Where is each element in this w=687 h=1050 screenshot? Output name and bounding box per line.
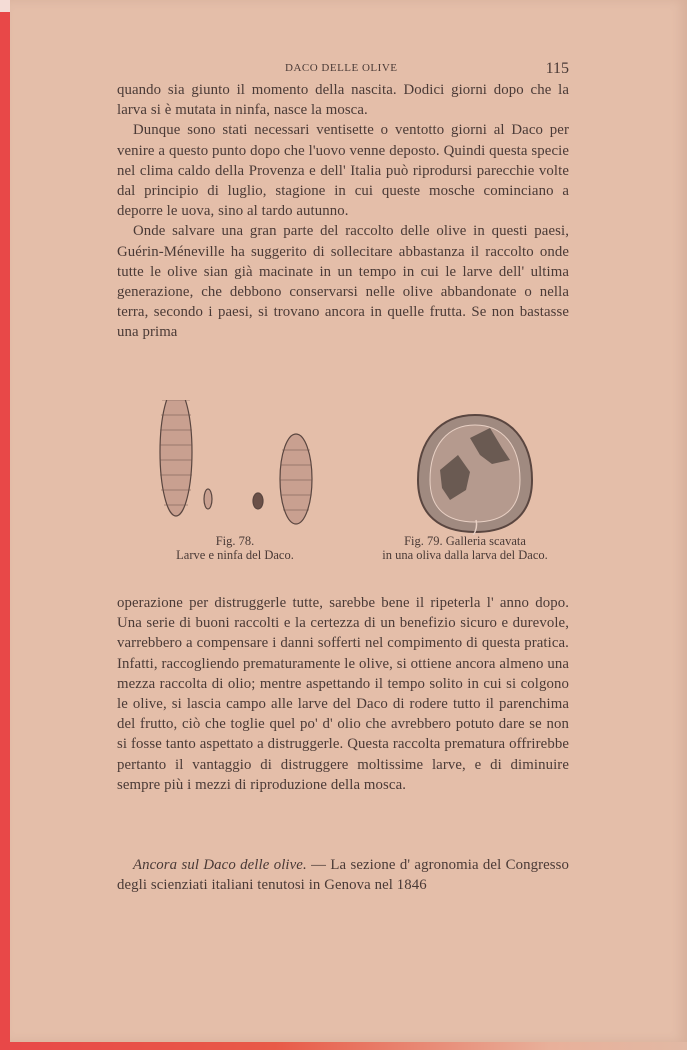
section-dash: — bbox=[306, 857, 331, 873]
paragraph: Dunque sono stati necessari ventisette o ventotto giorni al Daco per venire a questo punto dopo che l'uovo venne deposto. Quindi questa specie nel clima caldo della Provenza e dell' Italia può riprodursi parecchie volte dal principio di luglio, stagione in cui queste mosche cominciano a deporre le uova, sino al tardo autunno. bbox=[117, 122, 569, 220]
paragraph: Onde salvare una gran parte del raccolto delle olive in questi paesi, Guérin-Méneville ha suggerito di sollecitare abbastanza il raccolto onde tutte le olive sian già macinate in un tempo in cui le larve dell' ultima generazione, che debbono conservarsi nelle olive abbandonate o nella terra, secondo i paesi, si trovano ancora in quelle frutta. Se non bastasse una prima bbox=[117, 223, 569, 341]
red-backing-bottom bbox=[0, 1042, 687, 1050]
body-text-top bbox=[117, 80, 569, 343]
section-title: Ancora sul Daco delle olive. bbox=[133, 857, 307, 873]
figures bbox=[140, 400, 590, 575]
paragraph: quando sia giunto il momento della nascita. Dodici giorni dopo che la larva si è mutata in ninfa, nasce la mosca. bbox=[117, 82, 569, 119]
fig-78-caption bbox=[150, 534, 320, 562]
body-text-bottom bbox=[117, 593, 569, 795]
fig-79-text: in una oliva dalla larva del Daco. bbox=[382, 548, 548, 562]
larva-illustration-icon bbox=[140, 400, 590, 535]
section-paragraph bbox=[117, 855, 569, 895]
page-number: 115 bbox=[545, 60, 569, 77]
fig-78-label: Fig. 78. bbox=[215, 534, 255, 548]
paragraph: operazione per distruggerle tutte, sarebbe bene il ripeterla l' anno dopo. Una serie di buoni raccolti e la certezza di un benefizio sicuro e durevole, varrebbero a compensare i danni sofferti nel compimento di questa pratica. Infatti, raccogliendo prematuramente le olive, si ottiene ancora almeno una mezza raccolta di olio; mentre aspettando il tempo solito in cui si colgono le olive, si lascia campo alle larve del Daco di rodere tutto il parenchima del frutto, ciò che toglie quel po' d' olio che avrebbero potuto dare se non si fosse tanto aspettato a distruggerle. Questa raccolta prematura offrirebbe pertanto il vantaggio di distruggere moltissime larve, e di diminuire sempre più i mezzi di riproduzione della mosca. bbox=[117, 595, 569, 793]
fig-78-text: Larve e ninfa del Daco. bbox=[176, 548, 294, 562]
red-backing-left bbox=[0, 0, 10, 1050]
running-title: DACO DELLE OLIVE bbox=[285, 62, 398, 74]
page-header bbox=[117, 60, 569, 80]
fig-79-caption bbox=[350, 534, 580, 562]
fig-79-label: Fig. 79. Galleria scavata bbox=[404, 534, 526, 548]
section-text: La sezione d' agronomia del Congresso degli scienziati italiani tenutosi in Genova nel 1846 bbox=[117, 857, 569, 894]
